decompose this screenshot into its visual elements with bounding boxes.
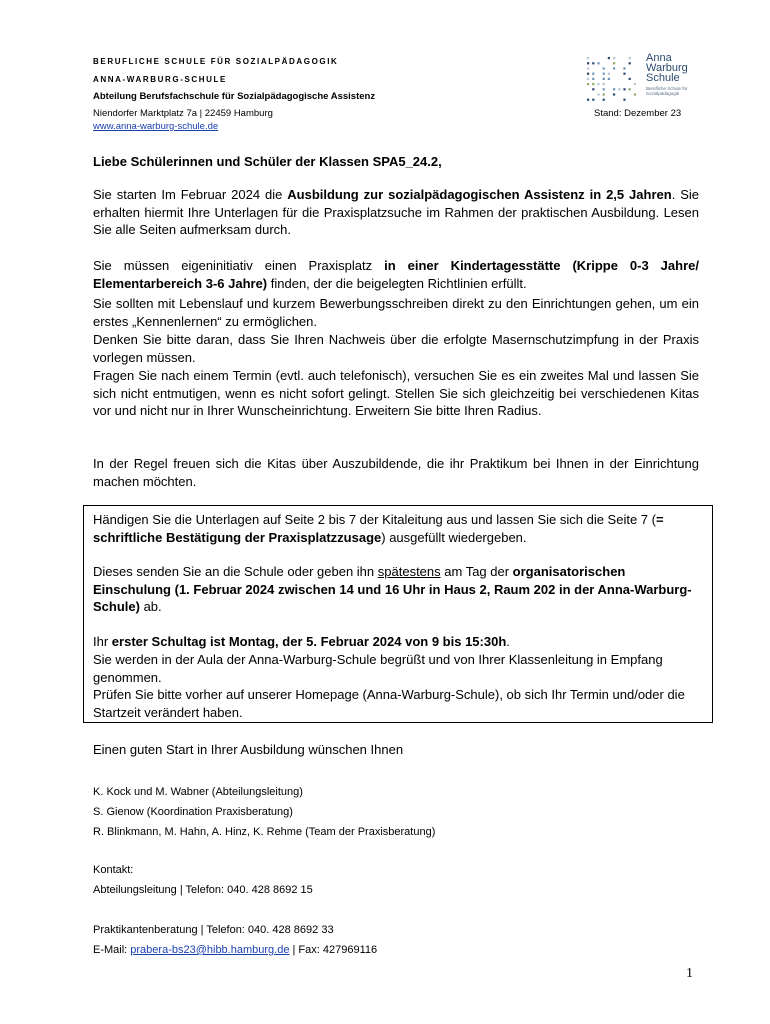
logo-dot: [587, 73, 589, 75]
department-name: Abteilung Berufsfachschule für Sozialpädagogische Assistenz: [93, 91, 376, 102]
logo-dot: [597, 83, 599, 85]
logo-dot: [603, 73, 605, 75]
logo-dot: [587, 78, 589, 80]
box-unterlagen-paragraph: [93, 511, 693, 546]
logo-dot: [629, 62, 631, 64]
logo-dot: [603, 99, 605, 101]
contact-praktikanten: Praktikantenberatung | Telefon: 040. 428 8692 33: [93, 924, 334, 936]
logo-dot: [634, 93, 636, 95]
logo-name-line3: Schule: [646, 72, 680, 84]
logo-name-line2: Warburg: [646, 62, 688, 74]
logo-tagline-line2: Sozialpädagogik: [646, 91, 680, 96]
box-einschulung-paragraph: [93, 563, 693, 616]
logo-dot: [592, 73, 594, 75]
logo-dot: [592, 99, 594, 101]
box-unterlagen-text-c: ) ausgefüllt wiedergeben.: [381, 529, 527, 545]
signature-line-3: R. Blinkmann, M. Hahn, A. Hinz, K. Rehme (Team der Praxisberatung): [93, 826, 436, 838]
termin-paragraph: Fragen Sie nach einem Termin (evtl. auch telefonisch), versuchen Sie es ein zweites Mal und lassen Sie sich nicht entmutigen, wenn es nicht sofort gelingt. Stellen Sie sich gleichzeitig bei verschiedenen Kitas vor und nicht nur in Ihrer Wunscheinrichtung. Erweitern Sie bitte Ihren Radius.: [93, 368, 699, 418]
school-logo: [584, 53, 704, 105]
box-schultag-paragraph: [93, 633, 693, 651]
important-info-box: [83, 505, 713, 723]
logo-dot: [629, 88, 631, 90]
closing-line: Einen guten Start in Ihrer Ausbildung wünschen Ihnen: [93, 742, 404, 757]
box-unterlagen-text-a: Händigen Sie die Unterlagen auf Seite 2 bis 7 der Kitaleitung aus und lassen Sie sich die Seite 7 (: [93, 512, 656, 527]
praxisplatz-text-c: finden, der die beigelegten Richtlinien erfüllt.: [267, 275, 527, 291]
logo-dot: [613, 93, 615, 95]
logo-dot: [629, 57, 631, 59]
bewerbung-paragraph: Sie sollten mit Lebenslauf und kurzem Bewerbungsschreiben direkt zu den Einrichtungen gehen, um ein erstes „Kennenlernen“ zu ermöglichen.: [93, 296, 699, 329]
box-einschulung-text-bold: organisatorischen Einschulung (1. Februar 2024 zwischen 14 und 16 Uhr in Haus 2, Raum 202 in der Anna-Warburg-Schule): [93, 564, 692, 614]
contact-abteilung: Abteilungsleitung | Telefon: 040. 428 8692 15: [93, 884, 313, 896]
box-homepage-paragraph: Prüfen Sie bitte vorher auf unserer Homepage (Anna-Warburg-Schule), ob sich Ihr Termin und/oder die Startzeit verändert haben.: [93, 687, 685, 720]
stand-date: Stand: Dezember 23: [594, 108, 682, 119]
logo-dot: [623, 67, 625, 69]
praxisplatz-text-a: Sie müssen eigeninitiativ einen Praxisplatz: [93, 258, 385, 273]
logo-dot: [587, 62, 589, 64]
box-einschulung-text-a: Dieses senden Sie an die Schule oder geben ihn: [93, 564, 378, 579]
box-schultag-text-a: Ihr: [93, 634, 112, 649]
logo-dot: [597, 93, 599, 95]
logo-tagline-line1: Berufliche Schule für: [646, 86, 688, 91]
logo-dot: [587, 83, 589, 85]
logo-dot: [623, 99, 625, 101]
logo-dot: [597, 62, 599, 64]
box-aula-paragraph: Sie werden in der Aula der Anna-Warburg-Schule begrüßt und von Ihrer Klassenleitung in Empfang genommen.: [93, 652, 663, 685]
kitas-paragraph: In der Regel freuen sich die Kitas über Auszubildende, die ihr Praktikum bei Ihnen in der Einrichtung machen möchten.: [93, 456, 699, 489]
logo-dot: [603, 67, 605, 69]
fax-text: | Fax: 427969116: [289, 944, 378, 956]
school-address: Niendorfer Marktplatz 7a | 22459 Hamburg: [93, 108, 273, 119]
intro-paragraph: [93, 186, 699, 239]
logo-dot: [603, 93, 605, 95]
signature-line-1: K. Kock und M. Wabner (Abteilungsleitung): [93, 786, 303, 798]
box-unterlagen-text-bold: = schriftliche Bestätigung der Praxisplatzzusage: [93, 512, 664, 545]
logo-dot: [603, 78, 605, 80]
logo-dot: [608, 57, 610, 59]
logo-dot: [592, 78, 594, 80]
logo-dot: [613, 62, 615, 64]
contact-email-line: [93, 943, 377, 957]
logo-dot: [618, 88, 620, 90]
intro-text-a: Sie starten Im Februar 2024 die: [93, 187, 288, 202]
school-name: BERUFLICHE SCHULE FÜR SOZIALPÄDAGOGIK: [93, 57, 339, 66]
website-link[interactable]: www.anna-warburg-schule.de: [93, 121, 219, 132]
box-einschulung-underline: spätestens: [377, 564, 441, 579]
intro-text-bold: Ausbildung zur sozialpädagogischen Assistenz in 2,5 Jahren: [287, 187, 672, 202]
logo-dot: [592, 62, 594, 64]
masern-paragraph: Denken Sie bitte daran, dass Sie Ihren Nachweis über die erfolgte Masernschutzimpfung in der Praxis vorlegen müssen.: [93, 332, 699, 365]
box-einschulung-text-b: am Tag der: [440, 564, 513, 579]
box-einschulung-text-c: ab.: [139, 599, 162, 614]
email-label: E-Mail:: [93, 944, 131, 956]
logo-dot: [613, 88, 615, 90]
contact-title: Kontakt:: [93, 864, 134, 876]
praxisplatz-text-bold: in einer Kindertagesstätte (Krippe 0-3 Jahre/ Elementarbereich 3-6 Jahre): [93, 258, 699, 291]
logo-dot: [603, 88, 605, 90]
logo-dot: [608, 78, 610, 80]
intro-text-c: . Sie erhalten hiermit Ihre Unterlagen für die Praxisplatzsuche im Rahmen der praktischen Ausbildung. Lesen Sie alle Seiten aufmerksam durch.: [93, 187, 700, 237]
logo-dot: [592, 88, 594, 90]
logo-dot: [587, 67, 589, 69]
greeting-heading: Liebe Schülerinnen und Schüler der Klassen SPA5_24.2,: [93, 154, 442, 169]
logo-dot: [623, 88, 625, 90]
logo-dot-grid-icon: [584, 53, 642, 105]
logo-name-line1: Anna: [646, 52, 672, 64]
box-schultag-text-c: .: [506, 634, 510, 649]
logo-dot: [634, 83, 636, 85]
email-link[interactable]: prabera-bs23@hibb.hamburg.de: [130, 944, 290, 956]
logo-dot: [623, 73, 625, 75]
logo-dot: [613, 67, 615, 69]
logo-dot: [613, 57, 615, 59]
logo-dot: [592, 83, 594, 85]
logo-dot: [587, 57, 589, 59]
logo-dot: [587, 99, 589, 101]
school-subname: ANNA-WARBURG-SCHULE: [93, 75, 227, 84]
logo-wordmark: [646, 53, 688, 83]
logo-dot: [608, 73, 610, 75]
logo-tagline: [646, 86, 688, 96]
logo-dot: [629, 78, 631, 80]
signature-line-2: S. Gienow (Koordination Praxisberatung): [93, 806, 293, 818]
page-number: 1: [686, 966, 693, 981]
praxisplatz-paragraph: [93, 257, 699, 292]
box-schultag-text-bold: erster Schultag ist Montag, der 5. Februar 2024 von 9 bis 15:30h: [111, 634, 507, 649]
logo-dot: [603, 83, 605, 85]
